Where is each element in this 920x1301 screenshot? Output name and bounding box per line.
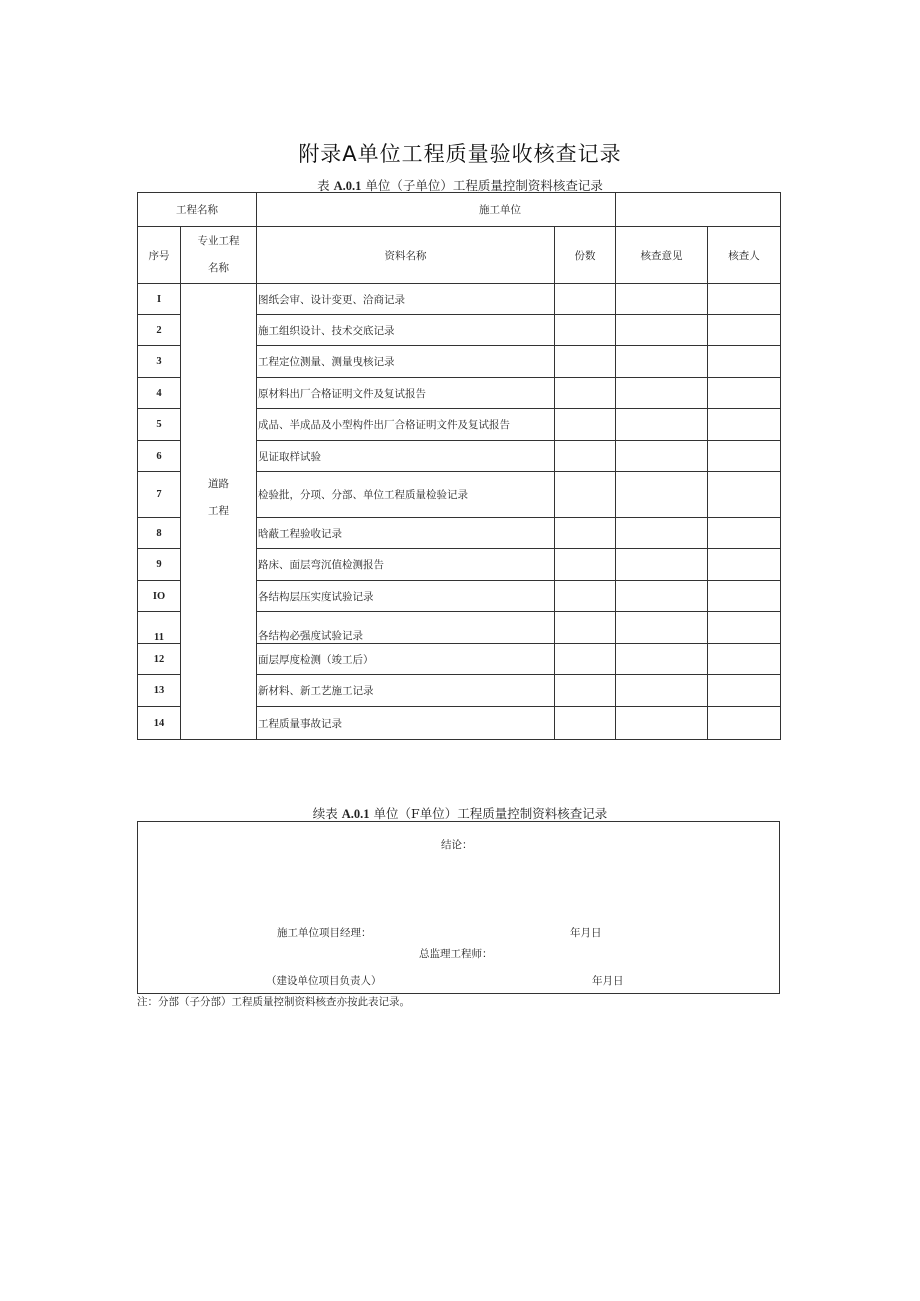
owner-date: 年月日 (592, 975, 624, 987)
row-doc-name: 工程质量事故记录 (257, 707, 555, 740)
row-checker-cell[interactable] (708, 581, 781, 612)
row-doc-name: 原材料出厂合格证明文件及复试报告 (257, 378, 555, 409)
table-title-text: 单位（子单位）工程质量控制资料核查记录 (365, 178, 603, 193)
row-no: 5 (138, 409, 181, 441)
row-doc-name: 施工组织设计、技术交底记录 (257, 315, 555, 346)
row-copies-cell[interactable] (555, 612, 616, 644)
row-opinion-cell[interactable] (616, 675, 708, 707)
row-checker-cell[interactable] (708, 284, 781, 315)
row-checker-cell[interactable] (708, 346, 781, 378)
row-opinion-cell[interactable] (616, 441, 708, 472)
continuation-title (0, 804, 920, 822)
row-no: 9 (138, 549, 181, 581)
footnote: 注：分部（子分部）工程质量控制资料核查亦按此表记录。 (137, 996, 410, 1008)
row-no: I (138, 284, 181, 315)
specialty-cell (181, 284, 257, 740)
row-checker-cell[interactable] (708, 472, 781, 518)
row-opinion-cell[interactable] (616, 346, 708, 378)
project-name-label: 工程名称 (138, 193, 257, 227)
row-checker-cell[interactable] (708, 409, 781, 441)
row-doc-name: 晗蔽工程验收记录 (257, 518, 555, 549)
row-copies-cell[interactable] (555, 472, 616, 518)
row-checker-cell[interactable] (708, 441, 781, 472)
row-no: 14 (138, 707, 181, 740)
col-header-checker: 核查人 (708, 227, 781, 284)
row-doc-name: 新材料、新工艺施工记录 (257, 675, 555, 707)
row-checker-cell[interactable] (708, 644, 781, 675)
conclusion-box (137, 821, 780, 994)
row-copies-cell[interactable] (555, 581, 616, 612)
row-copies-cell[interactable] (555, 315, 616, 346)
row-opinion-cell[interactable] (616, 581, 708, 612)
row-no: 13 (138, 675, 181, 707)
row-no: 2 (138, 315, 181, 346)
table-row (138, 284, 781, 315)
row-no: 6 (138, 441, 181, 472)
row-checker-cell[interactable] (708, 675, 781, 707)
row-no: 11 (138, 612, 181, 644)
row-no: 4 (138, 378, 181, 409)
col-header-specialty-line2: 名称 (208, 262, 229, 274)
pm-date: 年月日 (570, 927, 602, 939)
row-doc-name: 成品、半成品及小型构件出厂合格证明文件及复试报告 (257, 409, 555, 441)
col-header-specialty-line1: 专业工程 (197, 235, 240, 247)
col-header-opinion: 核查意见 (616, 227, 708, 284)
continuation-title-prefix: 续表 (312, 806, 338, 821)
row-checker-cell[interactable] (708, 518, 781, 549)
col-header-copies: 份数 (555, 227, 616, 284)
row-checker-cell[interactable] (708, 549, 781, 581)
col-header-specialty (181, 227, 257, 284)
row-no: 8 (138, 518, 181, 549)
row-copies-cell[interactable] (555, 644, 616, 675)
pm-label: 施工单位项目经理： (277, 927, 372, 939)
row-copies-cell[interactable] (555, 346, 616, 378)
specialty-line1: 道路 (208, 477, 229, 490)
row-copies-cell[interactable] (555, 549, 616, 581)
table-title-code: A.0.1 (333, 179, 362, 193)
continuation-title-text: 单位（F单位）工程质量控制资料核查记录 (373, 806, 608, 821)
page-title: 附录A单位工程质量验收核查记录 (298, 142, 622, 166)
conclusion-label: 结论： (441, 839, 473, 851)
row-doc-name: 面层厚度检测（竣工后） (257, 644, 555, 675)
owner-label: （建设单位项目负责人） (266, 975, 382, 987)
specialty-line2: 工程 (208, 504, 229, 517)
row-copies-cell[interactable] (555, 441, 616, 472)
row-opinion-cell[interactable] (616, 518, 708, 549)
row-copies-cell[interactable] (555, 675, 616, 707)
row-opinion-cell[interactable] (616, 549, 708, 581)
row-opinion-cell[interactable] (616, 315, 708, 346)
col-header-doc-name: 资料名称 (257, 227, 555, 284)
row-doc-name: 路床、面层弯沉值检测报告 (257, 549, 555, 581)
row-no: IO (138, 581, 181, 612)
supervisor-label: 总监理工程师： (419, 948, 493, 960)
col-header-no: 序号 (138, 227, 181, 284)
row-copies-cell[interactable] (555, 284, 616, 315)
row-doc-name: 各结构必强度试验记录 (257, 612, 555, 644)
row-copies-cell[interactable] (555, 378, 616, 409)
row-doc-name: 见证取样试验 (257, 441, 555, 472)
row-opinion-cell[interactable] (616, 644, 708, 675)
row-checker-cell[interactable] (708, 378, 781, 409)
row-opinion-cell[interactable] (616, 284, 708, 315)
row-doc-name: 检验批，分项、分部、单位工程质量检验记录 (257, 472, 555, 518)
row-no: 7 (138, 472, 181, 518)
contractor-value-cell[interactable] (616, 193, 781, 227)
row-copies-cell[interactable] (555, 518, 616, 549)
row-checker-cell[interactable] (708, 315, 781, 346)
row-copies-cell[interactable] (555, 707, 616, 740)
row-doc-name: 图纸会审、设计变更、洽商记录 (257, 284, 555, 315)
row-doc-name: 各结构层压实度试验记录 (257, 581, 555, 612)
row-opinion-cell[interactable] (616, 472, 708, 518)
row-opinion-cell[interactable] (616, 409, 708, 441)
row-opinion-cell[interactable] (616, 378, 708, 409)
row-no: 3 (138, 346, 181, 378)
row-copies-cell[interactable] (555, 409, 616, 441)
row-opinion-cell[interactable] (616, 612, 708, 644)
continuation-title-code: A.0.1 (341, 807, 370, 821)
row-no: 12 (138, 644, 181, 675)
row-checker-cell[interactable] (708, 612, 781, 644)
contractor-label: 施工单位 (257, 193, 616, 227)
row-checker-cell[interactable] (708, 707, 781, 740)
control-data-check-table (137, 192, 781, 740)
table-title-prefix: 表 (317, 178, 330, 193)
row-doc-name: 工程定位测量、测量曳核记录 (257, 346, 555, 378)
row-opinion-cell[interactable] (616, 707, 708, 740)
